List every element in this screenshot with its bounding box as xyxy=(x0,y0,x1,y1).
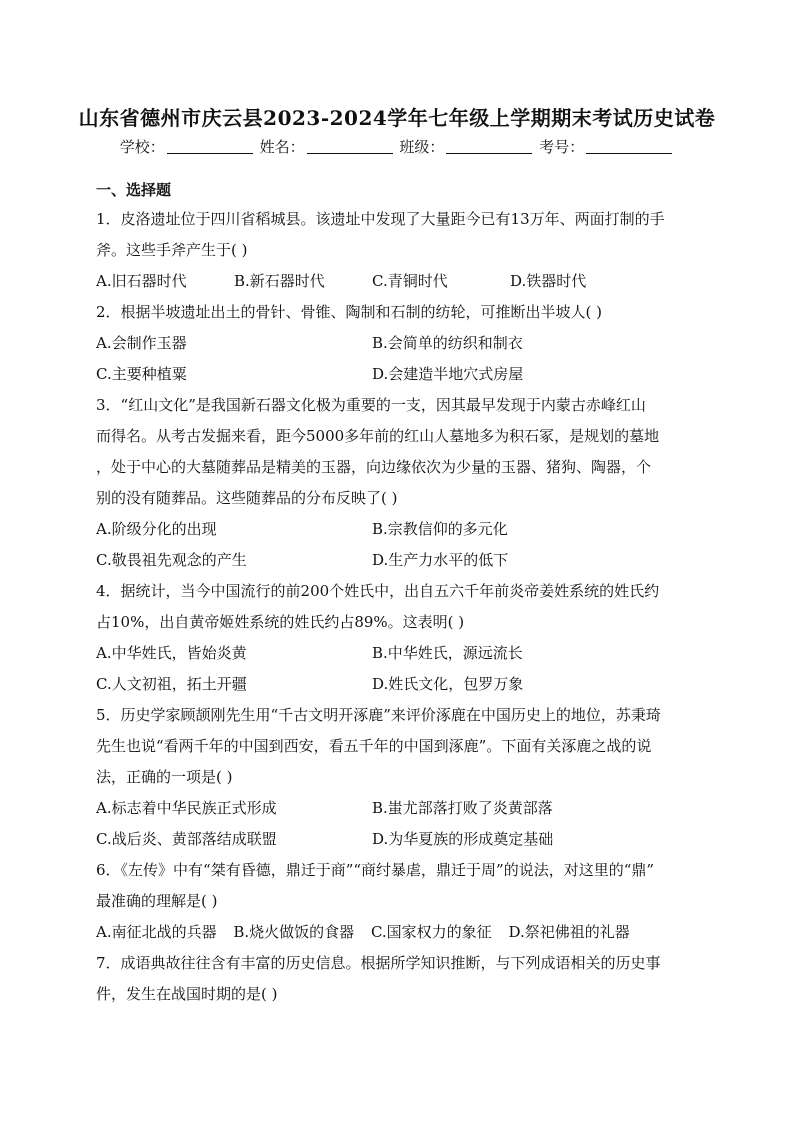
question-line: 5．历史学家顾颉刚先生用“千古文明开涿鹿”来评价涿鹿在中国历史上的地位，苏秉琦 xyxy=(96,706,661,724)
option-a[interactable]: A.标志着中华民族正式形成 xyxy=(96,799,277,817)
option-c[interactable]: C.国家权力的象征 xyxy=(370,923,492,941)
option-d[interactable]: D.姓氏文化，包罗万象 xyxy=(372,675,524,693)
option-d[interactable]: D.生产力水平的低下 xyxy=(372,551,509,569)
option-d[interactable]: D.铁器时代 xyxy=(510,272,587,290)
option-b[interactable]: B.宗教信仰的多元化 xyxy=(372,520,508,538)
class-label: 班级： xyxy=(399,138,445,156)
option-c[interactable]: C.敬畏祖先观念的产生 xyxy=(96,551,247,569)
options-row xyxy=(96,266,702,297)
option-c[interactable]: C.青铜时代 xyxy=(372,272,448,290)
option-b[interactable]: B.中华姓氏，源远流长 xyxy=(372,644,523,662)
options-row xyxy=(96,824,702,855)
question-line: 最准确的理解是( ) xyxy=(96,892,218,910)
question-line: 先生也说“看两千年的中国到西安，看五千年的中国到涿鹿”。下面有关涿鹿之战的说 xyxy=(96,737,652,755)
question-1 xyxy=(96,204,702,297)
school-blank[interactable] xyxy=(167,153,253,154)
options-row xyxy=(96,917,702,948)
question-3 xyxy=(96,390,702,576)
option-b[interactable]: B.会简单的纺织和制衣 xyxy=(372,334,523,352)
school-label: 学校： xyxy=(119,138,165,156)
option-c[interactable]: C.战后炎、黄部落结成联盟 xyxy=(96,830,277,848)
student-info-line xyxy=(0,136,794,157)
question-4 xyxy=(96,576,702,700)
options-row xyxy=(96,514,702,545)
options-row xyxy=(96,669,702,700)
question-line: 别的没有随葬品。这些随葬品的分布反映了( ) xyxy=(96,489,398,507)
question-5 xyxy=(96,700,702,855)
options-row xyxy=(96,638,702,669)
option-d[interactable]: D.祭祀佛祖的礼器 xyxy=(508,923,630,941)
question-line: 1．皮洛遗址位于四川省稻城县。该遗址中发现了大量距今已有13万年、两面打制的手 xyxy=(96,210,665,228)
page-title: 山东省德州市庆云县2023-2024学年七年级上学期期末考试历史试卷 xyxy=(78,106,716,130)
question-2 xyxy=(96,297,702,390)
section-title: 一、选择题 xyxy=(96,181,172,199)
option-a[interactable]: A.阶级分化的出现 xyxy=(96,520,217,538)
option-a[interactable]: A.南征北战的兵器 xyxy=(96,923,217,941)
question-line: 占10%，出自黄帝姬姓系统的姓氏约占89%。这表明( ) xyxy=(96,613,465,631)
question-line: 6．《左传》中有“桀有昏德，鼎迁于商”“商纣暴虐，鼎迁于周”的说法，对这里的“鼎” xyxy=(96,861,655,879)
question-line: 法，正确的一项是( ) xyxy=(96,768,233,786)
question-7 xyxy=(96,948,702,1010)
option-d[interactable]: D.为华夏族的形成奠定基础 xyxy=(372,830,554,848)
options-row xyxy=(96,545,702,576)
option-a[interactable]: A.会制作玉器 xyxy=(96,334,187,352)
class-blank[interactable] xyxy=(446,153,532,154)
question-6 xyxy=(96,855,702,948)
name-blank[interactable] xyxy=(307,153,393,154)
option-c[interactable]: C.人文初祖，拓土开疆 xyxy=(96,675,247,693)
option-b[interactable]: B.烧火做饭的食器 xyxy=(233,923,355,941)
option-c[interactable]: C.主要种植粟 xyxy=(96,365,187,383)
options-row xyxy=(96,793,702,824)
number-blank[interactable] xyxy=(586,153,672,154)
question-line: ，处于中心的大墓随葬品是精美的玉器，向边缘依次为少量的玉器、猪狗、陶器，个 xyxy=(96,458,652,476)
name-label: 姓名： xyxy=(259,138,305,156)
question-line: 7．成语典故往往含有丰富的历史信息。根据所学知识推断，与下列成语相关的历史事 xyxy=(96,954,661,972)
option-a[interactable]: A.旧石器时代 xyxy=(96,272,187,290)
option-b[interactable]: B.蚩尤部落打败了炎黄部落 xyxy=(372,799,553,817)
option-b[interactable]: B.新石器时代 xyxy=(234,272,325,290)
options-row xyxy=(96,328,702,359)
question-line: 斧。这些手斧产生于( ) xyxy=(96,241,248,259)
options-row xyxy=(96,359,702,390)
question-line: 件，发生在战国时期的是( ) xyxy=(96,985,278,1003)
question-line: 4．据统计，当今中国流行的前200个姓氏中，出自五六千年前炎帝姜姓系统的姓氏约 xyxy=(96,582,660,600)
question-line: 3．“红山文化”是我国新石器文化极为重要的一支，因其最早发现于内蒙古赤峰红山 xyxy=(96,396,646,414)
option-d[interactable]: D.会建造半地穴式房屋 xyxy=(372,365,524,383)
number-label: 考号： xyxy=(539,138,585,156)
question-line: 2．根据半坡遗址出土的骨针、骨锥、陶制和石制的纺轮，可推断出半坡人( ) xyxy=(96,303,603,321)
question-list xyxy=(96,178,702,1010)
option-a[interactable]: A.中华姓氏，皆始炎黄 xyxy=(96,644,247,662)
question-line: 而得名。从考古发掘来看，距今5000多年前的红山人墓地多为积石冢，是规划的墓地 xyxy=(96,427,660,445)
